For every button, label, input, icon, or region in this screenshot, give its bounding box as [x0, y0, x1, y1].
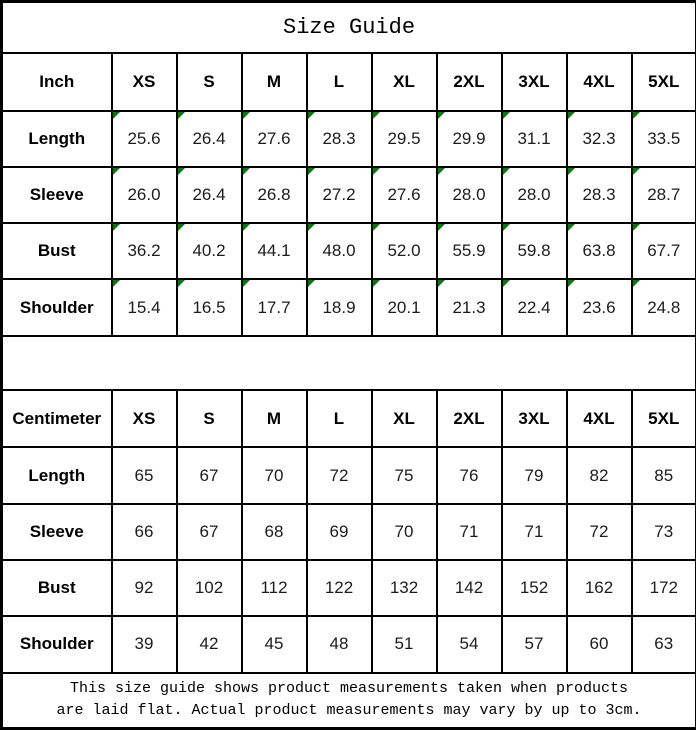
measurement-value-cell: 44.1: [242, 223, 307, 279]
measurement-value-cell: 22.4: [502, 279, 567, 335]
measurement-value-cell: 28.0: [437, 167, 502, 223]
measurement-label-cell: Shoulder: [2, 616, 112, 672]
measurement-value-cell: 122: [307, 560, 372, 616]
measurement-value-cell: 162: [567, 560, 632, 616]
size-header-cell: M: [242, 53, 307, 110]
measurement-value-cell: 63: [632, 616, 696, 672]
measurement-value-cell: 70: [242, 447, 307, 503]
measurement-label-cell: Length: [2, 111, 112, 167]
measurement-value-cell: 54: [437, 616, 502, 672]
measurement-value-cell: 21.3: [437, 279, 502, 335]
inch-table-section: [2, 53, 696, 336]
measurement-value-cell: 69: [307, 504, 372, 560]
size-header-row: [2, 53, 696, 110]
measurement-value-cell: 66: [112, 504, 177, 560]
footer-note-line2: are laid flat. Actual product measurements may vary by up to 3cm.: [56, 702, 642, 720]
measurement-value-cell: 33.5: [632, 111, 696, 167]
unit-header-cell: Centimeter: [2, 390, 112, 447]
measurement-value-cell: 172: [632, 560, 696, 616]
measurement-value-cell: 79: [502, 447, 567, 503]
measurement-value-cell: 71: [502, 504, 567, 560]
measurement-value-cell: 132: [372, 560, 437, 616]
measurement-value-cell: 16.5: [177, 279, 242, 335]
measurement-value-cell: 31.1: [502, 111, 567, 167]
measurement-value-cell: 39: [112, 616, 177, 672]
measurement-value-cell: 26.4: [177, 111, 242, 167]
measurement-row: [2, 560, 696, 616]
measurement-value-cell: 40.2: [177, 223, 242, 279]
size-header-cell: 4XL: [567, 390, 632, 447]
measurement-value-cell: 71: [437, 504, 502, 560]
size-header-cell: XS: [112, 390, 177, 447]
measurement-value-cell: 57: [502, 616, 567, 672]
measurement-value-cell: 142: [437, 560, 502, 616]
size-header-cell: XL: [372, 53, 437, 110]
measurement-value-cell: 60: [567, 616, 632, 672]
size-header-cell: 4XL: [567, 53, 632, 110]
measurement-value-cell: 55.9: [437, 223, 502, 279]
title-row: [2, 2, 696, 54]
measurement-value-cell: 73: [632, 504, 696, 560]
measurement-value-cell: 68: [242, 504, 307, 560]
footer-row: [2, 673, 696, 729]
measurement-value-cell: 28.3: [567, 167, 632, 223]
measurement-value-cell: 92: [112, 560, 177, 616]
measurement-value-cell: 51: [372, 616, 437, 672]
measurement-value-cell: 17.7: [242, 279, 307, 335]
measurement-value-cell: 45: [242, 616, 307, 672]
size-header-cell: 5XL: [632, 390, 696, 447]
measurement-label-cell: Length: [2, 447, 112, 503]
measurement-value-cell: 20.1: [372, 279, 437, 335]
measurement-value-cell: 82: [567, 447, 632, 503]
measurement-value-cell: 18.9: [307, 279, 372, 335]
measurement-value-cell: 15.4: [112, 279, 177, 335]
measurement-value-cell: 75: [372, 447, 437, 503]
measurement-row: [2, 279, 696, 335]
measurement-value-cell: 27.6: [242, 111, 307, 167]
measurement-row: [2, 504, 696, 560]
measurement-row: [2, 167, 696, 223]
footer-note-line1: This size guide shows product measurements taken when products: [69, 680, 629, 698]
measurement-value-cell: 72: [567, 504, 632, 560]
measurement-row: [2, 111, 696, 167]
measurement-label-cell: Sleeve: [2, 167, 112, 223]
measurement-value-cell: 28.7: [632, 167, 696, 223]
measurement-value-cell: 27.2: [307, 167, 372, 223]
measurement-value-cell: 112: [242, 560, 307, 616]
measurement-value-cell: 52.0: [372, 223, 437, 279]
measurement-label-cell: Sleeve: [2, 504, 112, 560]
measurement-value-cell: 28.0: [502, 167, 567, 223]
measurement-value-cell: 27.6: [372, 167, 437, 223]
size-header-cell: 5XL: [632, 53, 696, 110]
measurement-value-cell: 70: [372, 504, 437, 560]
size-header-row: [2, 390, 696, 447]
measurement-value-cell: 102: [177, 560, 242, 616]
measurement-value-cell: 42: [177, 616, 242, 672]
measurement-row: [2, 616, 696, 672]
measurement-value-cell: 67: [177, 447, 242, 503]
size-header-cell: L: [307, 390, 372, 447]
centimeter-table-section: [2, 390, 696, 673]
measurement-label-cell: Bust: [2, 223, 112, 279]
measurement-label-cell: Bust: [2, 560, 112, 616]
measurement-value-cell: 48: [307, 616, 372, 672]
size-header-cell: XL: [372, 390, 437, 447]
measurement-value-cell: 36.2: [112, 223, 177, 279]
size-header-cell: 2XL: [437, 53, 502, 110]
measurement-value-cell: 24.8: [632, 279, 696, 335]
measurement-value-cell: 76: [437, 447, 502, 503]
size-header-cell: XS: [112, 53, 177, 110]
measurement-value-cell: 23.6: [567, 279, 632, 335]
size-header-cell: 2XL: [437, 390, 502, 447]
size-header-cell: 3XL: [502, 390, 567, 447]
measurement-row: [2, 447, 696, 503]
size-header-cell: M: [242, 390, 307, 447]
measurement-value-cell: 26.0: [112, 167, 177, 223]
measurement-value-cell: 67.7: [632, 223, 696, 279]
measurement-value-cell: 63.8: [567, 223, 632, 279]
measurement-value-cell: 152: [502, 560, 567, 616]
size-header-cell: L: [307, 53, 372, 110]
size-header-cell: S: [177, 390, 242, 447]
measurement-value-cell: 65: [112, 447, 177, 503]
measurement-label-cell: Shoulder: [2, 279, 112, 335]
measurement-row: [2, 223, 696, 279]
spacer-cell: [2, 336, 696, 390]
measurement-value-cell: 29.9: [437, 111, 502, 167]
measurement-value-cell: 25.6: [112, 111, 177, 167]
measurement-value-cell: 26.8: [242, 167, 307, 223]
unit-header-cell: Inch: [2, 53, 112, 110]
measurement-value-cell: 48.0: [307, 223, 372, 279]
measurement-value-cell: 26.4: [177, 167, 242, 223]
spacer-row: [2, 336, 696, 390]
measurement-value-cell: 59.8: [502, 223, 567, 279]
measurement-value-cell: 29.5: [372, 111, 437, 167]
measurement-value-cell: 85: [632, 447, 696, 503]
page-title: Size Guide: [2, 2, 696, 54]
measurement-value-cell: 28.3: [307, 111, 372, 167]
size-header-cell: S: [177, 53, 242, 110]
footer-note: [2, 673, 696, 729]
measurement-value-cell: 72: [307, 447, 372, 503]
measurement-value-cell: 32.3: [567, 111, 632, 167]
size-header-cell: 3XL: [502, 53, 567, 110]
measurement-value-cell: 67: [177, 504, 242, 560]
